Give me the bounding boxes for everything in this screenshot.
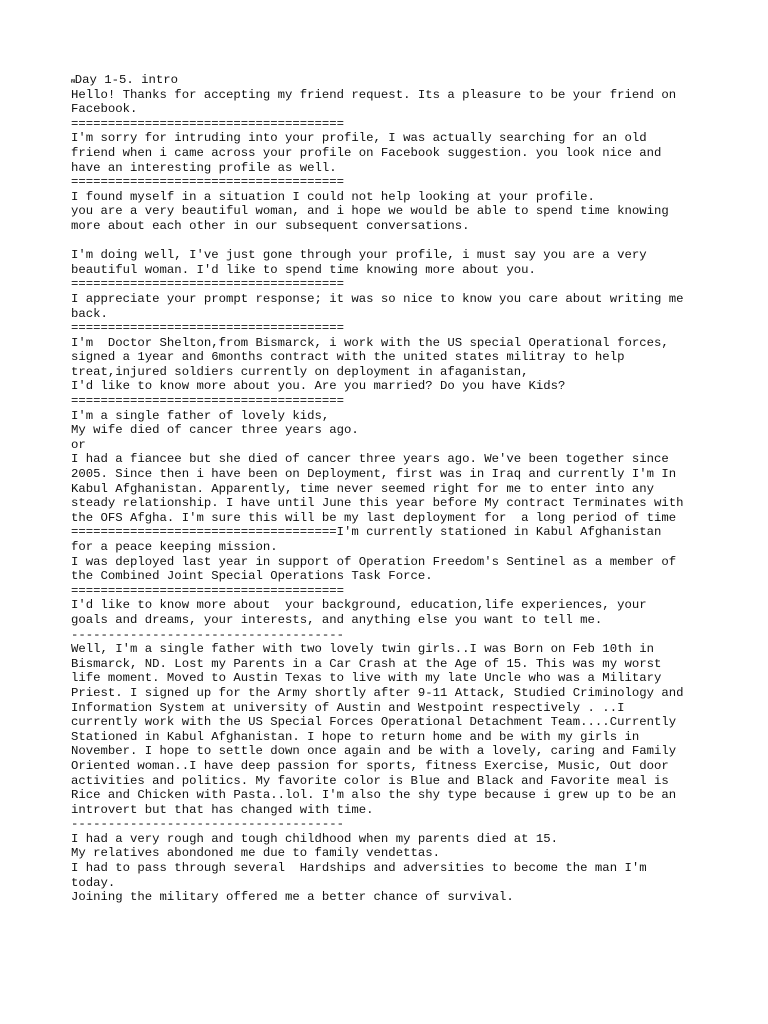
text-line: I'd like to know more about your background, education,life experiences, your bbox=[71, 598, 647, 613]
text-line: signed a 1year and 6months contract with the united states militray to help bbox=[71, 350, 625, 365]
text-line: introvert but that has changed with time. bbox=[71, 802, 374, 817]
text-line: steady relationship. I have until June this year before My contract Terminates with bbox=[71, 496, 684, 511]
text-line: or bbox=[71, 437, 86, 452]
text-line: activities and politics. My favorite color is Blue and Black and Favorite meal is bbox=[71, 773, 669, 788]
text-line: ====================================I'm currently stationed in Kabul Afghanistan bbox=[71, 525, 662, 540]
text-line: friend when i came across your profile on Facebook suggestion. you look nice and bbox=[71, 145, 662, 160]
text-line: Well, I'm a single father with two lovely twin girls..I was Born on Feb 10th in bbox=[71, 642, 654, 657]
text-line: I was deployed last year in support of Operation Freedom's Sentinel as a member of bbox=[71, 554, 677, 569]
text-line: Priest. I signed up for the Army shortly after 9-11 Attack, Studied Criminology and bbox=[71, 685, 684, 700]
text-line: beautiful woman. I'd like to spend time knowing more about you. bbox=[71, 262, 536, 277]
separator-line: ===================================== bbox=[71, 116, 345, 131]
text-line: Hello! Thanks for accepting my friend request. Its a pleasure to be your friend on bbox=[71, 87, 677, 102]
text-line: My relatives abondoned me due to family vendettas. bbox=[71, 846, 440, 861]
text-line: the Combined Joint Special Operations Task Force. bbox=[71, 569, 433, 584]
text-line: treat,injured soldiers currently on deployment in afaganistan, bbox=[71, 364, 529, 379]
text-line: Stationed in Kabul Afghanistan. I hope to return home and be with my girls in bbox=[71, 729, 640, 744]
separator-line: ===================================== bbox=[71, 277, 345, 292]
text-line: I had a fiancee but she died of cancer three years ago. We've been together since bbox=[71, 452, 669, 467]
separator-line: ===================================== bbox=[71, 583, 345, 598]
text-line: back. bbox=[71, 306, 108, 321]
text-line: I'm sorry for intruding into your profile, I was actually searching for an old bbox=[71, 131, 647, 146]
text-line: I'm doing well, I've just gone through your profile, i must say you are a very bbox=[71, 248, 647, 263]
separator-line: ------------------------------------- bbox=[71, 627, 345, 642]
separator-line: ------------------------------------- bbox=[71, 817, 345, 832]
text-line: I appreciate your prompt response; it was so nice to know you care about writing me bbox=[71, 291, 684, 306]
text-line: Joining the military offered me a better chance of survival. bbox=[71, 890, 514, 905]
separator-line: ===================================== bbox=[71, 321, 345, 336]
text-line: I found myself in a situation I could not help looking at your profile. bbox=[71, 189, 595, 204]
text-line: today. bbox=[71, 875, 116, 890]
text-line: life moment. Moved to Austin Texas to live with my late Uncle who was a Military bbox=[71, 671, 662, 686]
text-line: the OFS Afgha. I'm sure this will be my last deployment for a long period of time bbox=[71, 510, 677, 525]
text-line: 2005. Since then i have been on Deployment, first was in Iraq and currently I'm In bbox=[71, 467, 677, 482]
document-marker: ᵯ bbox=[71, 78, 75, 86]
text-line: Bismarck, ND. Lost my Parents in a Car Crash at the Age of 15. This was my worst bbox=[71, 656, 662, 671]
text-line: I'm a single father of lovely kids, bbox=[71, 408, 330, 423]
text-line: you are a very beautiful woman, and i hope we would be able to spend time knowing bbox=[71, 204, 669, 219]
text-line: Rice and Chicken with Pasta..lol. I'm also the shy type because i grew up to be an bbox=[71, 788, 677, 803]
text-line: Kabul Afghanistan. Apparently, time never seemed right for me to enter into any bbox=[71, 481, 654, 496]
text-line: have an interesting profile as well. bbox=[71, 160, 337, 175]
text-line: Oriented woman..I have deep passion for sports, fitness Exercise, Music, Out door bbox=[71, 758, 669, 773]
separator-line: ===================================== bbox=[71, 394, 345, 409]
text-line: I had a very rough and tough childhood when my parents died at 15. bbox=[71, 831, 559, 846]
text-line: more about each other in our subsequent conversations. bbox=[71, 218, 470, 233]
text-line: I had to pass through several Hardships and adversities to become the man I'm bbox=[71, 861, 647, 876]
text-line: for a peace keeping mission. bbox=[71, 540, 278, 554]
text-line: goals and dreams, your interests, and anything else you want to tell me. bbox=[71, 612, 603, 627]
blank-line bbox=[71, 234, 761, 249]
text-line: My wife died of cancer three years ago. bbox=[71, 423, 359, 438]
text-line bbox=[71, 73, 761, 88]
text-line: currently work with the US Special Forces Operational Detachment Team....Currently bbox=[71, 715, 677, 730]
text-line: I'm Doctor Shelton,from Bismarck, i work with the US special Operational forces, bbox=[71, 335, 669, 350]
separator-line: ===================================== bbox=[71, 175, 345, 190]
text-line: Information System at university of Austin and Westpoint respectively . ..I bbox=[71, 700, 625, 715]
text-line: November. I hope to settle down once again and be with a lovely, caring and Family bbox=[71, 744, 677, 759]
document-heading: Day 1-5. intro bbox=[74, 73, 179, 87]
text-line: I'd like to know more about you. Are you married? Do you have Kids? bbox=[71, 379, 566, 394]
text-line: Facebook. bbox=[71, 102, 138, 117]
document-body bbox=[71, 73, 761, 905]
